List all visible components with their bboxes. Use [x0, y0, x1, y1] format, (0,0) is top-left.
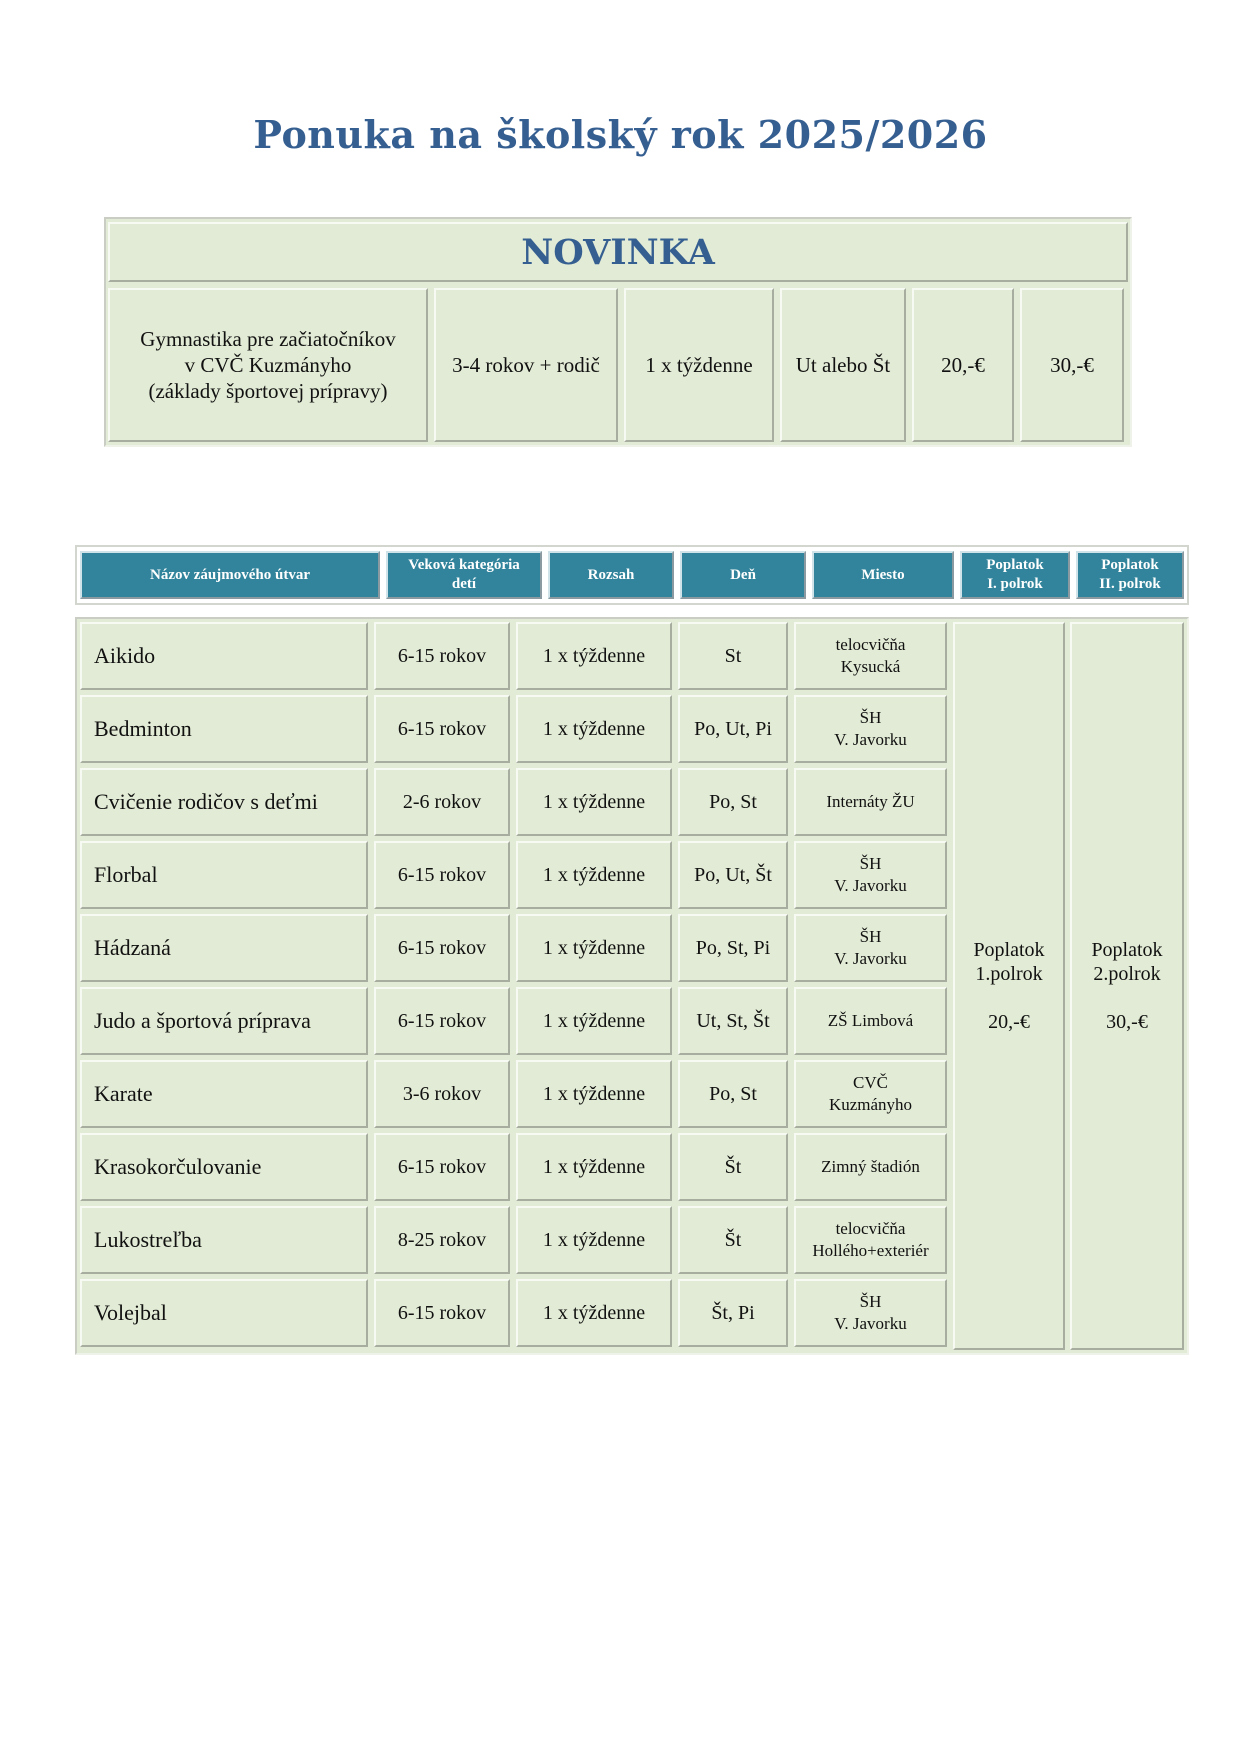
place-line: ŠH [859, 708, 882, 727]
row-age-cell: 3-6 rokov [374, 1060, 510, 1128]
novinka-age: 3-4 rokov + rodič [434, 288, 618, 442]
row-day-cell: Št [678, 1206, 788, 1274]
novinka-activity-line: (základy športovej prípravy) [148, 379, 388, 403]
row-name-cell: Volejbal [80, 1279, 368, 1347]
row-place-cell [794, 1206, 947, 1274]
row-age-cell: 2-6 rokov [374, 768, 510, 836]
row-day-cell: Po, Ut, Št [678, 841, 788, 909]
novinka-heading: NOVINKA [108, 222, 1128, 282]
row-place-cell [794, 622, 947, 690]
novinka-activity-line: Gymnastika pre začiatočníkov [140, 327, 396, 351]
fee2-label-line: 2.polrok [1093, 963, 1161, 985]
header-age-line: Veková kategória [408, 557, 520, 573]
row-day-cell: Po, Ut, Pi [678, 695, 788, 763]
row-day-cell: Št, Pi [678, 1279, 788, 1347]
row-name-cell: Hádzaná [80, 914, 368, 982]
header-fee2 [1076, 551, 1184, 599]
place-line: V. Javorku [834, 949, 907, 968]
row-range-cell: 1 x týždenne [516, 1060, 672, 1128]
row-range-cell: 1 x týždenne [516, 1133, 672, 1201]
row-place-cell [794, 1060, 947, 1128]
place-line: V. Javorku [834, 1314, 907, 1333]
place-line: CVČ [853, 1073, 888, 1092]
fee-second-half [1070, 622, 1184, 1350]
row-name-cell: Krasokorčulovanie [80, 1133, 368, 1201]
row-name-cell: Florbal [80, 841, 368, 909]
row-name-cell: Lukostreľba [80, 1206, 368, 1274]
row-range-cell: 1 x týždenne [516, 987, 672, 1055]
place-line: Hollého+exteriér [812, 1241, 929, 1260]
row-range-cell: 1 x týždenne [516, 695, 672, 763]
fee-first-half [953, 622, 1065, 1350]
row-place-cell [794, 914, 947, 982]
fee2-label-line: Poplatok [1091, 939, 1163, 961]
row-age-cell: 6-15 rokov [374, 987, 510, 1055]
novinka-range: 1 x týždenne [624, 288, 774, 442]
row-name-cell: Judo a športová príprava [80, 987, 368, 1055]
row-day-cell: Po, St, Pi [678, 914, 788, 982]
row-day-cell: Po, St [678, 1060, 788, 1128]
header-fee1-line: I. polrok [987, 576, 1043, 592]
place-line: Internáty ŽU [826, 792, 915, 811]
row-age-cell: 6-15 rokov [374, 841, 510, 909]
novinka-fee2: 30,-€ [1020, 288, 1124, 442]
header-age [386, 551, 542, 599]
row-age-cell: 6-15 rokov [374, 1133, 510, 1201]
fee1-value: 20,-€ [988, 1011, 1030, 1033]
header-fee2-line: II. polrok [1099, 576, 1161, 592]
place-line: telocvičňa [835, 1219, 906, 1238]
fee2-value: 30,-€ [1106, 1011, 1148, 1033]
novinka-activity-line: v CVČ Kuzmányho [184, 353, 352, 377]
header-name: Názov záujmového útvar [80, 551, 380, 599]
place-line: Kuzmányho [828, 1095, 913, 1114]
place-line: ŠH [859, 927, 882, 946]
page-title: Ponuka na školský rok 2025/2026 [253, 112, 988, 157]
row-place-cell [794, 841, 947, 909]
row-range-cell: 1 x týždenne [516, 841, 672, 909]
row-range-cell: 1 x týždenne [516, 1206, 672, 1274]
row-age-cell: 6-15 rokov [374, 622, 510, 690]
row-age-cell: 8-25 rokov [374, 1206, 510, 1274]
row-day-cell: St [678, 622, 788, 690]
place-line: ŠH [859, 1292, 882, 1311]
row-age-cell: 6-15 rokov [374, 914, 510, 982]
place-line: Kysucká [840, 657, 901, 676]
place-line: V. Javorku [834, 730, 907, 749]
novinka-day: Ut alebo Št [780, 288, 906, 442]
place-line: ZŠ Limbová [827, 1011, 914, 1030]
row-name-cell: Cvičenie rodičov s deťmi [80, 768, 368, 836]
row-place-cell [794, 1133, 947, 1201]
row-name-cell: Bedminton [80, 695, 368, 763]
header-place: Miesto [812, 551, 954, 599]
row-range-cell: 1 x týždenne [516, 622, 672, 690]
place-line: Zimný štadión [821, 1157, 920, 1176]
header-day: Deň [680, 551, 806, 599]
row-day-cell: Št [678, 1133, 788, 1201]
row-age-cell: 6-15 rokov [374, 1279, 510, 1347]
header-fee1 [960, 551, 1070, 599]
novinka-activity [108, 288, 428, 442]
novinka-fee1: 20,-€ [912, 288, 1014, 442]
header-fee2-line: Poplatok [1101, 557, 1159, 573]
row-range-cell: 1 x týždenne [516, 914, 672, 982]
place-line: telocvičňa [835, 635, 906, 654]
row-range-cell: 1 x týždenne [516, 1279, 672, 1347]
header-fee1-line: Poplatok [986, 557, 1044, 573]
row-day-cell: Po, St [678, 768, 788, 836]
row-name-cell: Karate [80, 1060, 368, 1128]
place-line: ŠH [859, 854, 882, 873]
row-day-cell: Ut, St, Št [678, 987, 788, 1055]
row-place-cell [794, 1279, 947, 1347]
fee1-label-line: Poplatok [973, 939, 1045, 961]
place-line: V. Javorku [834, 876, 907, 895]
row-place-cell [794, 768, 947, 836]
fee1-label-line: 1.polrok [975, 963, 1043, 985]
row-range-cell: 1 x týždenne [516, 768, 672, 836]
row-name-cell: Aikido [80, 622, 368, 690]
header-range: Rozsah [548, 551, 674, 599]
row-place-cell [794, 987, 947, 1055]
header-age-line: detí [451, 576, 477, 592]
row-age-cell: 6-15 rokov [374, 695, 510, 763]
row-place-cell [794, 695, 947, 763]
